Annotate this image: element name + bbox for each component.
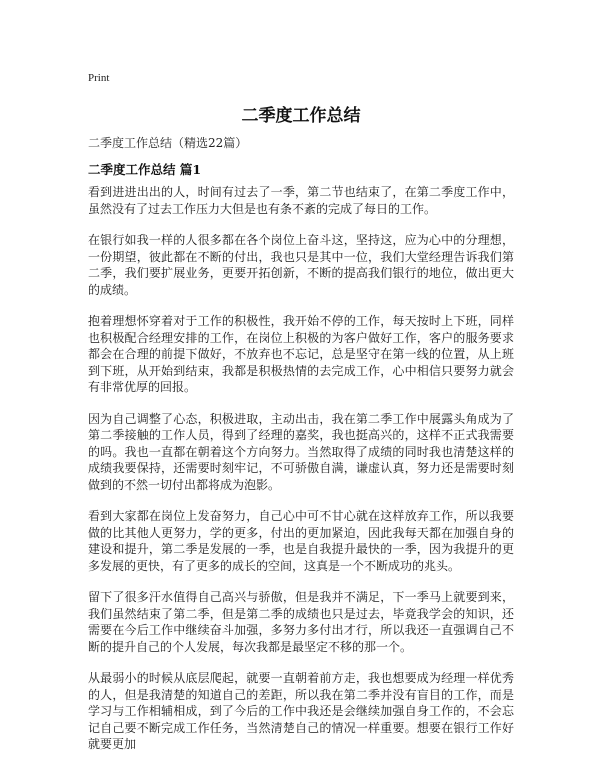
paragraph-3: 抱着理想怀穿着对于工作的积极性，我开始不停的工作，每天按时上下班，同样也积极配合经理安排的工作，在岗位上积极的为客户做好工作，客户的服务要求都会在合理的前提下做好，不放弃也不忘记，总是坚守在第一线的位置，从上班到下班，从开始到结束，我都是积极热情的去完成工作，心中相信只要努力就会有非常优厚的回报。 xyxy=(88,314,514,394)
document-subtitle: 二季度工作总结（精选22篇） xyxy=(88,136,248,150)
paragraph-7: 从最弱小的时候从底层爬起，就要一直朝着前方走，我也想要成为经理一样优秀的人，但是我清楚的知道自己的差距，所以我在第二季并没有盲目的工作，而是学习与工作相辅相成，到了今后的工作中我还是会继续加强自身工作的，不会忘记自己要不断完成工作任务，当然清楚自己的情况一样重要。想要在银行工作好就要更加 xyxy=(88,671,514,751)
print-link[interactable]: Print xyxy=(88,72,110,84)
document-body xyxy=(88,184,514,768)
document-page xyxy=(88,0,514,776)
paragraph-4: 因为自己调整了心态，积极进取，主动出击，我在第二季工作中展露头角成为了第二季接触的工作人员，得到了经理的嘉奖，我也挺高兴的，这样不正式我需要的吗。我也一直都在朝着这个方向努力。当然取得了成绩的同时我也清楚这样的成绩我要保持，还需要时刻牢记，不可骄傲自满，谦虚认真，努力还是需要时刻做到的不然一切付出都将成为泡影。 xyxy=(88,411,514,492)
page-title: 二季度工作总结 xyxy=(241,106,361,126)
paragraph-2: 在银行如我一样的人很多都在各个岗位上奋斗这，坚持这，应为心中的分理想，一份期望，彼此都在不断的付出，我也只是其中一位，我们大堂经理告诉我们第二季，我们要扩展业务，更要开拓创新，不断的提高我们银行的地位，做出更大的成绩。 xyxy=(88,233,514,297)
paragraph-1: 看到进进出出的人，时间有过去了一季，第二节也结束了，在第二季度工作中，虽然没有了过去工作压力大但是也有条不紊的完成了每日的工作。 xyxy=(88,185,514,216)
paragraph-6: 留下了很多汗水值得自己高兴与骄傲，但是我并不满足，下一季马上就要到来，我们虽然结束了第二季，但是第二季的成绩也只是过去，毕竟我学会的知识，还需要在今后工作中继续奋斗加强，多努力多付出才行，所以我还一直强调自己不断的提升自己的个人发展，每次我都是最坚定不移的那一个。 xyxy=(88,590,514,654)
paragraph-5: 看到大家都在岗位上发奋努力，自己心中可不甘心就在这样放弃工作，所以我要做的比其他人更努力，学的更多，付出的更加紧迫，因此我每天都在加强自身的建设和提升，第二季是发展的一季，也是自我提升最快的一季，因为我提升的更多发展的更快，有了更多的成长的空间，这真是一个不断成功的兆头。 xyxy=(88,509,514,573)
section-heading: 二季度工作总结 篇1 xyxy=(88,162,202,177)
